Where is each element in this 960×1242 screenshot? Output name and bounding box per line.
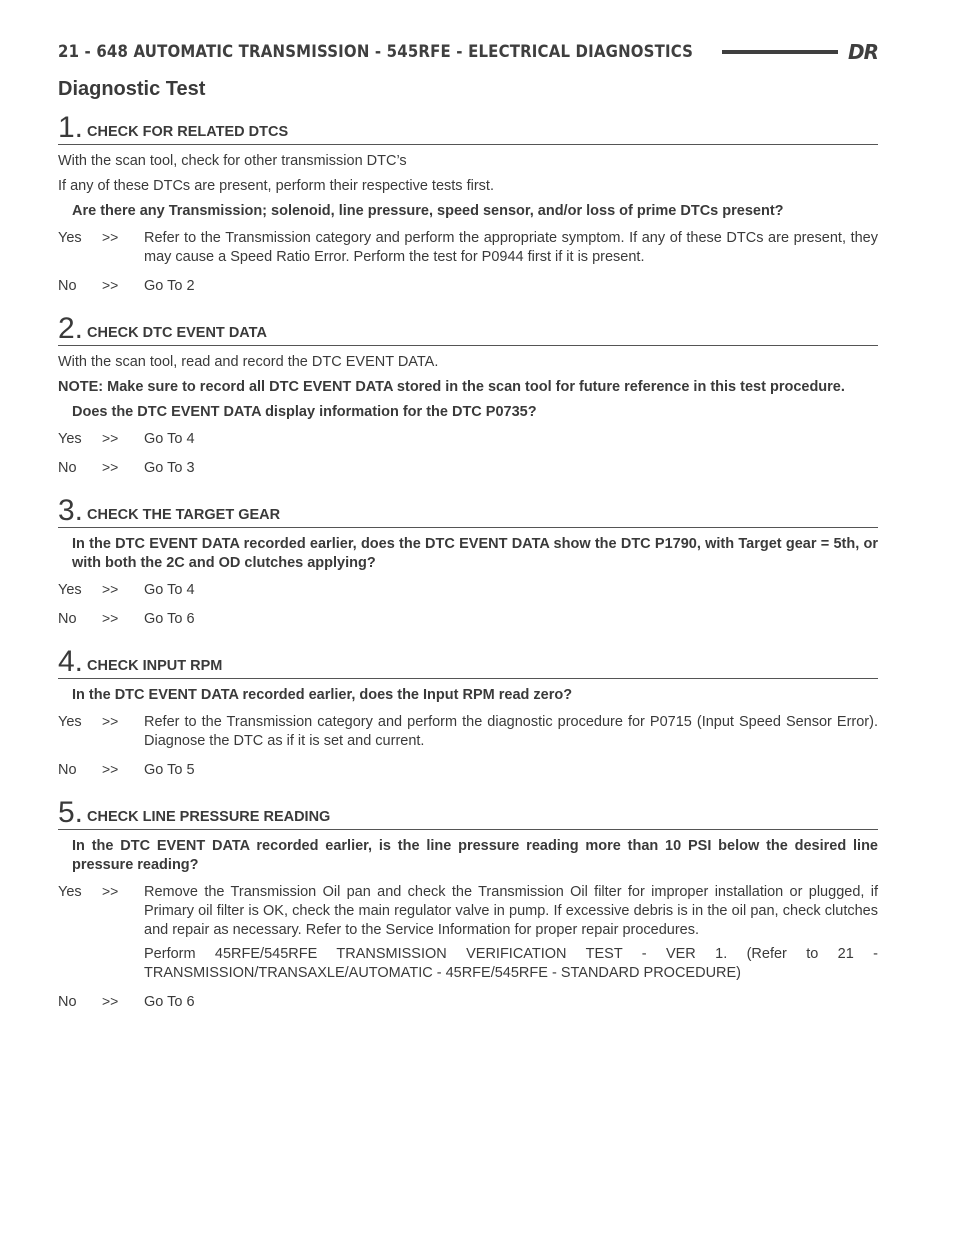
- step-title: CHECK LINE PRESSURE READING: [87, 809, 331, 825]
- answer-text: Go To 2: [144, 278, 195, 294]
- dr-logo-icon: DR: [847, 40, 878, 64]
- answer-body: [144, 277, 878, 300]
- step-number: 2.: [58, 312, 84, 345]
- answer-row: [58, 277, 878, 300]
- arrow-icon: >>: [102, 610, 119, 626]
- diagnostic-step: [58, 312, 878, 498]
- arrow-icon: >>: [102, 581, 119, 597]
- arrow-icon: >>: [102, 883, 119, 899]
- answer-label: Yes: [58, 431, 82, 447]
- step-question: In the DTC EVENT DATA recorded earlier, does the Input RPM read zero?: [72, 687, 573, 703]
- answer-text: Go To 3: [144, 460, 195, 476]
- diagnostic-step: [58, 796, 878, 1032]
- answer-label: No: [58, 460, 77, 476]
- answer-body: [144, 761, 878, 784]
- answer-text: Refer to the Transmission category and perform the appropriate symptom. If any of these DTCs are present, they may cause a Speed Ratio Error. Perform the test for P0944 first if it is present.: [144, 230, 878, 265]
- step-title: CHECK DTC EVENT DATA: [87, 325, 267, 341]
- answer-body: [144, 993, 878, 1016]
- arrow-icon: >>: [102, 761, 119, 777]
- answer-label: No: [58, 611, 77, 627]
- answer-row: [58, 993, 878, 1016]
- answer-row: [58, 459, 878, 482]
- answer-text: Go To 6: [144, 611, 195, 627]
- answer-text: Refer to the Transmission category and perform the diagnostic procedure for P0715 (Input Speed Sensor Error). Diagnose the DTC as if it is set and current.: [144, 714, 878, 749]
- step-number: 5.: [58, 796, 84, 829]
- answer-text: Go To 4: [144, 431, 195, 447]
- answer-row: [58, 761, 878, 784]
- answer-label: Yes: [58, 714, 82, 730]
- header-text: 21 - 648 AUTOMATIC TRANSMISSION - 545RFE - ELECTRICAL DIAGNOSTICS: [58, 42, 694, 62]
- answer-body: [144, 610, 878, 633]
- step-question: In the DTC EVENT DATA recorded earlier, is the line pressure reading more than 10 PSI below the desired line pressure reading?: [72, 838, 878, 873]
- answer-row: [58, 610, 878, 633]
- page-title: Diagnostic Test: [58, 78, 206, 100]
- diagnostic-step: [58, 645, 878, 800]
- step-number: 3.: [58, 494, 84, 527]
- arrow-icon: >>: [102, 993, 119, 1009]
- step-question: In the DTC EVENT DATA recorded earlier, does the DTC EVENT DATA show the DTC P1790, with Target gear = 5th, or with both the 2C and OD clutches applying?: [72, 536, 878, 571]
- answer-body: [144, 430, 878, 453]
- header-rule: [722, 50, 838, 54]
- diagnostic-step: [58, 494, 878, 649]
- answer-label: No: [58, 762, 77, 778]
- answer-label: Yes: [58, 230, 82, 246]
- answer-label: Yes: [58, 884, 82, 900]
- step-note: NOTE: Make sure to record all DTC EVENT DATA stored in the scan tool for future reference in this test procedure.: [58, 379, 845, 395]
- answer-row: [58, 229, 878, 271]
- step-heading: [58, 111, 878, 145]
- answer-text: Go To 6: [144, 994, 195, 1010]
- arrow-icon: >>: [102, 229, 119, 245]
- step-number: 4.: [58, 645, 84, 678]
- answer-label: No: [58, 278, 77, 294]
- step-question: Does the DTC EVENT DATA display information for the DTC P0735?: [72, 404, 537, 420]
- answer-label: Yes: [58, 582, 82, 598]
- steps-list: [58, 111, 878, 1032]
- step-title: CHECK THE TARGET GEAR: [87, 507, 281, 523]
- answer-row: [58, 430, 878, 453]
- answer-body: [144, 883, 878, 987]
- step-instruction: If any of these DTCs are present, perform their respective tests first.: [58, 178, 494, 194]
- arrow-icon: >>: [102, 430, 119, 446]
- step-heading: [58, 312, 878, 346]
- answer-text: Go To 5: [144, 762, 195, 778]
- document-body: [58, 76, 878, 1032]
- diagnostic-step: [58, 111, 878, 316]
- step-number: 1.: [58, 111, 84, 144]
- answer-body: [144, 713, 878, 755]
- step-heading: [58, 494, 878, 528]
- step-title: CHECK INPUT RPM: [87, 658, 223, 674]
- answer-body: [144, 459, 878, 482]
- answer-row: [58, 883, 878, 987]
- step-heading: [58, 645, 878, 679]
- answer-text: Go To 4: [144, 582, 195, 598]
- answer-body: [144, 229, 878, 271]
- page-header: [58, 38, 878, 66]
- step-instruction: With the scan tool, check for other transmission DTC’s: [58, 153, 407, 169]
- step-heading: [58, 796, 878, 830]
- answer-text: Remove the Transmission Oil pan and check the Transmission Oil filter for improper installation or plugged, if Primary oil filter is OK, check the main regulator valve in pump. If excessive debris is in the oil pan, check clutches and repair as necessary. Refer to the Service Information for proper repair procedures.: [144, 884, 878, 938]
- arrow-icon: >>: [102, 459, 119, 475]
- answer-row: [58, 581, 878, 604]
- step-question: Are there any Transmission; solenoid, line pressure, speed sensor, and/or loss of prime DTCs present?: [72, 203, 784, 219]
- step-title: CHECK FOR RELATED DTCS: [87, 124, 289, 140]
- answer-label: No: [58, 994, 77, 1010]
- step-instruction: With the scan tool, read and record the DTC EVENT DATA.: [58, 354, 439, 370]
- answer-text: Perform 45RFE/545RFE TRANSMISSION VERIFICATION TEST - VER 1. (Refer to 21 - TRANSMISSION/TRANSAXLE/AUTOMATIC - 45RFE/545RFE - STANDARD PROCEDURE): [144, 946, 878, 981]
- arrow-icon: >>: [102, 277, 119, 293]
- arrow-icon: >>: [102, 713, 119, 729]
- answer-row: [58, 713, 878, 755]
- answer-body: [144, 581, 878, 604]
